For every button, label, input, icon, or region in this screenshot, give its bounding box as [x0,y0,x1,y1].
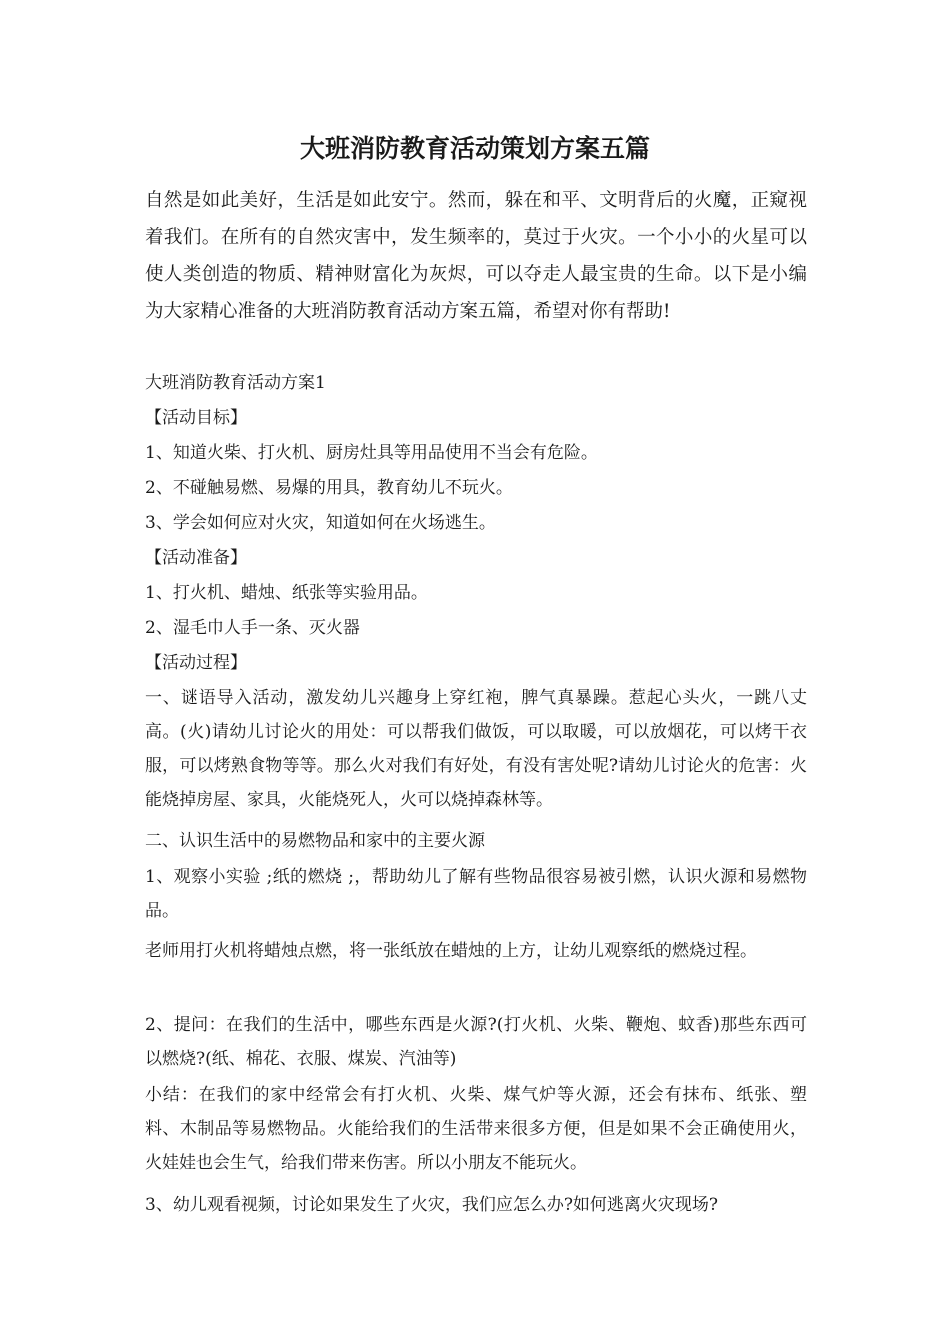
process-paragraph: 老师用打火机将蜡烛点燃，将一张纸放在蜡烛的上方，让幼儿观察纸的燃烧过程。 [145,941,757,961]
goal-item: 3、学会如何应对火灾，知道如何在火场逃生。 [145,513,496,533]
process-paragraph: 小结：在我们的家中经常会有打火机、火柴、煤气炉等火源，还会有抹布、纸张、塑料、木制品等易燃物品。火能给我们的生活带来很多方便，但是如果不会正确使用火，火娃娃也会生气，给我们带来伤害。所以小朋友不能玩火。 [145,1085,807,1173]
prep-item: 2、湿毛巾人手一条、灭火器 [145,618,360,638]
prep-item: 1、打火机、蜡烛、纸张等实验用品。 [145,583,428,603]
process-heading: 【活动过程】 [145,653,247,673]
intro-paragraph: 自然是如此美好，生活是如此安宁。然而，躲在和平、文明背后的火魔，正窥视着我们。在所有的自然灾害中，发生频率的，莫过于火灾。一个小小的火星可以使人类创造的物质、精神财富化为灰烬，可以夺走人最宝贵的生命。以下是小编为大家精心准备的大班消防教育活动方案五篇，希望对你有帮助! [145,190,807,322]
process-paragraph: 3、幼儿观看视频，讨论如果发生了火灾，我们应怎么办?如何逃离火灾现场? [145,1195,719,1215]
goal-item: 2、不碰触易燃、易爆的用具，教育幼儿不玩火。 [145,478,513,498]
goal-item: 1、知道火柴、打火机、厨房灶具等用品使用不当会有危险。 [145,443,598,463]
goal-heading: 【活动目标】 [145,408,247,428]
process-paragraph: 二、认识生活中的易燃物品和家中的主要火源 [145,831,485,851]
process-paragraph: 1、观察小实验 ;纸的燃烧 ;，帮助幼儿了解有些物品很容易被引燃，认识火源和易燃物品。 [145,867,807,921]
section-title: 大班消防教育活动方案1 [145,373,326,393]
prep-heading: 【活动准备】 [145,548,247,568]
document-title: 大班消防教育活动策划方案五篇 [299,134,650,163]
process-paragraph: 2、提问：在我们的生活中，哪些东西是火源?(打火机、火柴、鞭炮、蚊香)那些东西可以燃烧?(纸、棉花、衣服、煤炭、汽油等) [145,1015,807,1069]
process-paragraph: 一、谜语导入活动，激发幼儿兴趣身上穿红袍，脾气真暴躁。惹起心头火，一跳八丈高。(火)请幼儿讨论火的用处：可以帮我们做饭，可以取暖，可以放烟花，可以烤干衣服，可以烤熟食物等等。那么火对我们有好处，有没有害处呢?请幼儿讨论火的危害：火能烧掉房屋、家具，火能烧死人，火可以烧掉森林等。 [145,688,807,810]
